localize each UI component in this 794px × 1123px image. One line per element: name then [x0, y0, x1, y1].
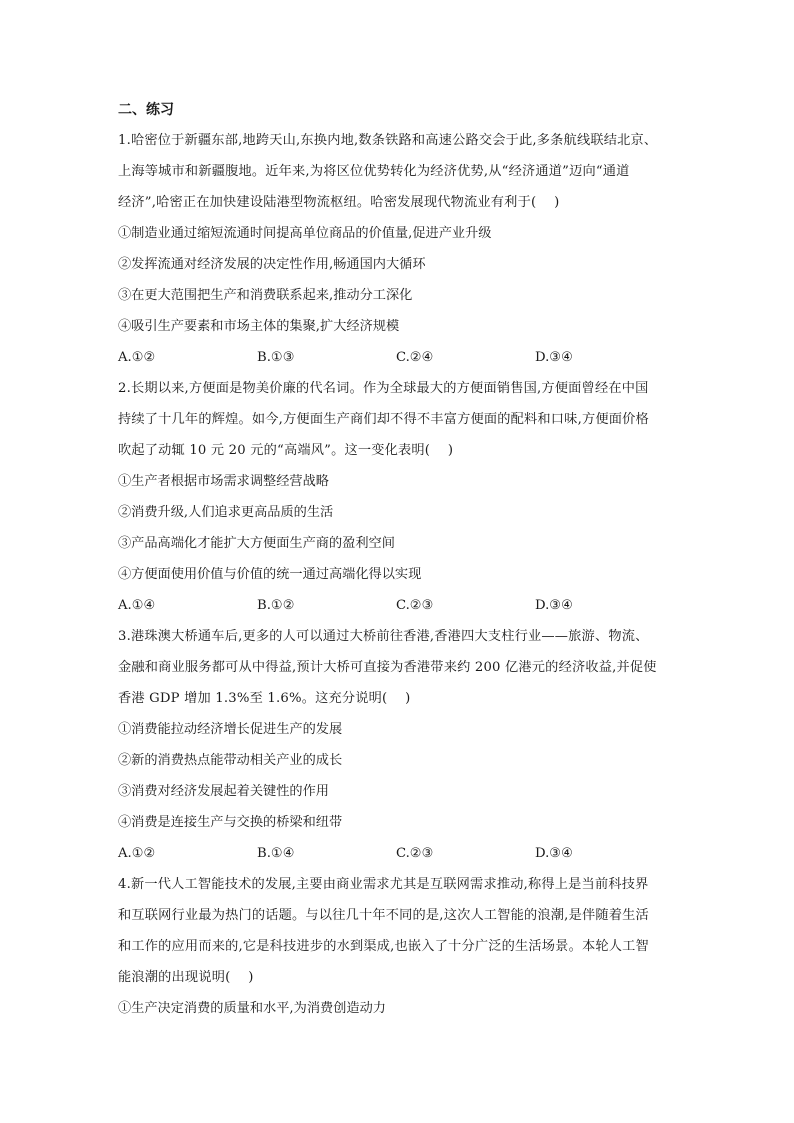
statement-item: ②新的消费热点能带动相关产业的成长 [118, 753, 343, 768]
question-1 [118, 128, 678, 371]
statement-item: ①消费能拉动经济增长促进生产的发展 [118, 722, 343, 737]
statement-item: ④消费是连接生产与交换的桥梁和纽带 [118, 815, 343, 830]
answer-option: A.①② [118, 350, 156, 365]
answer-options [118, 593, 678, 619]
statement-item: ①生产决定消费的质量和水平,为消费创造动力 [118, 1001, 386, 1016]
answer-option: C.②③ [396, 598, 434, 613]
answer-option: B.①② [257, 598, 295, 613]
statement-item: ③消费对经济发展起着关键性的作用 [118, 784, 329, 799]
question-stem-line: 持续了十几年的辉煌。如今,方便面生产商们却不得不丰富方便面的配料和口味,方便面价格 [118, 412, 649, 427]
answer-options [118, 345, 678, 371]
question-stem-line: 3.港珠澳大桥通车后,更多的人可以通过大桥前往香港,香港四大支柱行业——旅游、物流、 [118, 629, 649, 644]
question-4 [118, 872, 678, 1022]
question-stem-line: 和互联网行业最为热门的话题。与以往几十年不同的是,这次人工智能的浪潮,是伴随着生活 [118, 908, 649, 923]
answer-option: D.③④ [535, 846, 573, 861]
answer-option: B.①④ [257, 846, 295, 861]
question-stem-line: 金融和商业服务都可从中得益,预计大桥可直接为香港带来约 200 亿港元的经济收益,并促使 [118, 660, 657, 675]
statement-item: ①制造业通过缩短流通时间提高单位商品的价值量,促进产业升级 [118, 226, 492, 241]
answer-option: B.①③ [257, 350, 295, 365]
statement-item: ③产品高端化才能扩大方便面生产商的盈利空间 [118, 536, 395, 551]
answer-option: C.②③ [396, 846, 434, 861]
question-list [118, 128, 678, 1022]
statement-item: ③在更大范围把生产和消费联系起来,推动分工深化 [118, 288, 413, 303]
question-stem-line: 能浪潮的出现说明( ) [118, 970, 254, 985]
answer-option: D.③④ [535, 598, 573, 613]
question-stem-line: 经济”,哈密正在加快建设陆港型物流枢纽。哈密发展现代物流业有利于( ) [118, 195, 560, 210]
answer-option: C.②④ [396, 350, 434, 365]
statement-item: ②消费升级,人们追求更高品质的生活 [118, 505, 334, 520]
question-stem-line: 1.哈密位于新疆东部,地跨天山,东换内地,数条铁路和高速公路交会于此,多条航线联结北京、 [118, 133, 658, 148]
exercise-section [118, 100, 678, 1027]
answer-option: A.①④ [118, 598, 156, 613]
question-stem-line: 2.长期以来,方便面是物美价廉的代名词。作为全球最大的方便面销售国,方便面曾经在中国 [118, 381, 649, 396]
statement-item: ④方便面使用价值与价值的统一通过高端化得以实现 [118, 567, 422, 582]
question-stem-line: 和工作的应用而来的,它是科技进步的水到渠成,也嵌入了十分广泛的生活场景。本轮人工智 [118, 939, 649, 954]
statement-item: ②发挥流通对经济发展的决定性作用,畅通国内大循环 [118, 257, 426, 272]
question-stem-line: 香港 GDP 增加 1.3%至 1.6%。这充分说明( ) [118, 691, 411, 706]
statement-item: ④吸引生产要素和市场主体的集聚,扩大经济规模 [118, 319, 400, 334]
question-2 [118, 376, 678, 619]
question-3 [118, 624, 678, 867]
section-title: 二、练习 [118, 102, 174, 118]
answer-option: D.③④ [535, 350, 573, 365]
question-stem-line: 上海等城市和新疆腹地。近年来,为将区位优势转化为经济优势,从“经济通道”迈向“通道 [118, 164, 630, 179]
question-stem-line: 4.新一代人工智能技术的发展,主要由商业需求尤其是互联网需求推动,称得上是当前科技界 [118, 877, 649, 892]
answer-options [118, 841, 678, 867]
question-stem-line: 吹起了动辄 10 元 20 元的“高端风”。这一变化表明( ) [118, 443, 454, 458]
answer-option: A.①② [118, 846, 156, 861]
statement-item: ①生产者根据市场需求调整经营战略 [118, 474, 329, 489]
